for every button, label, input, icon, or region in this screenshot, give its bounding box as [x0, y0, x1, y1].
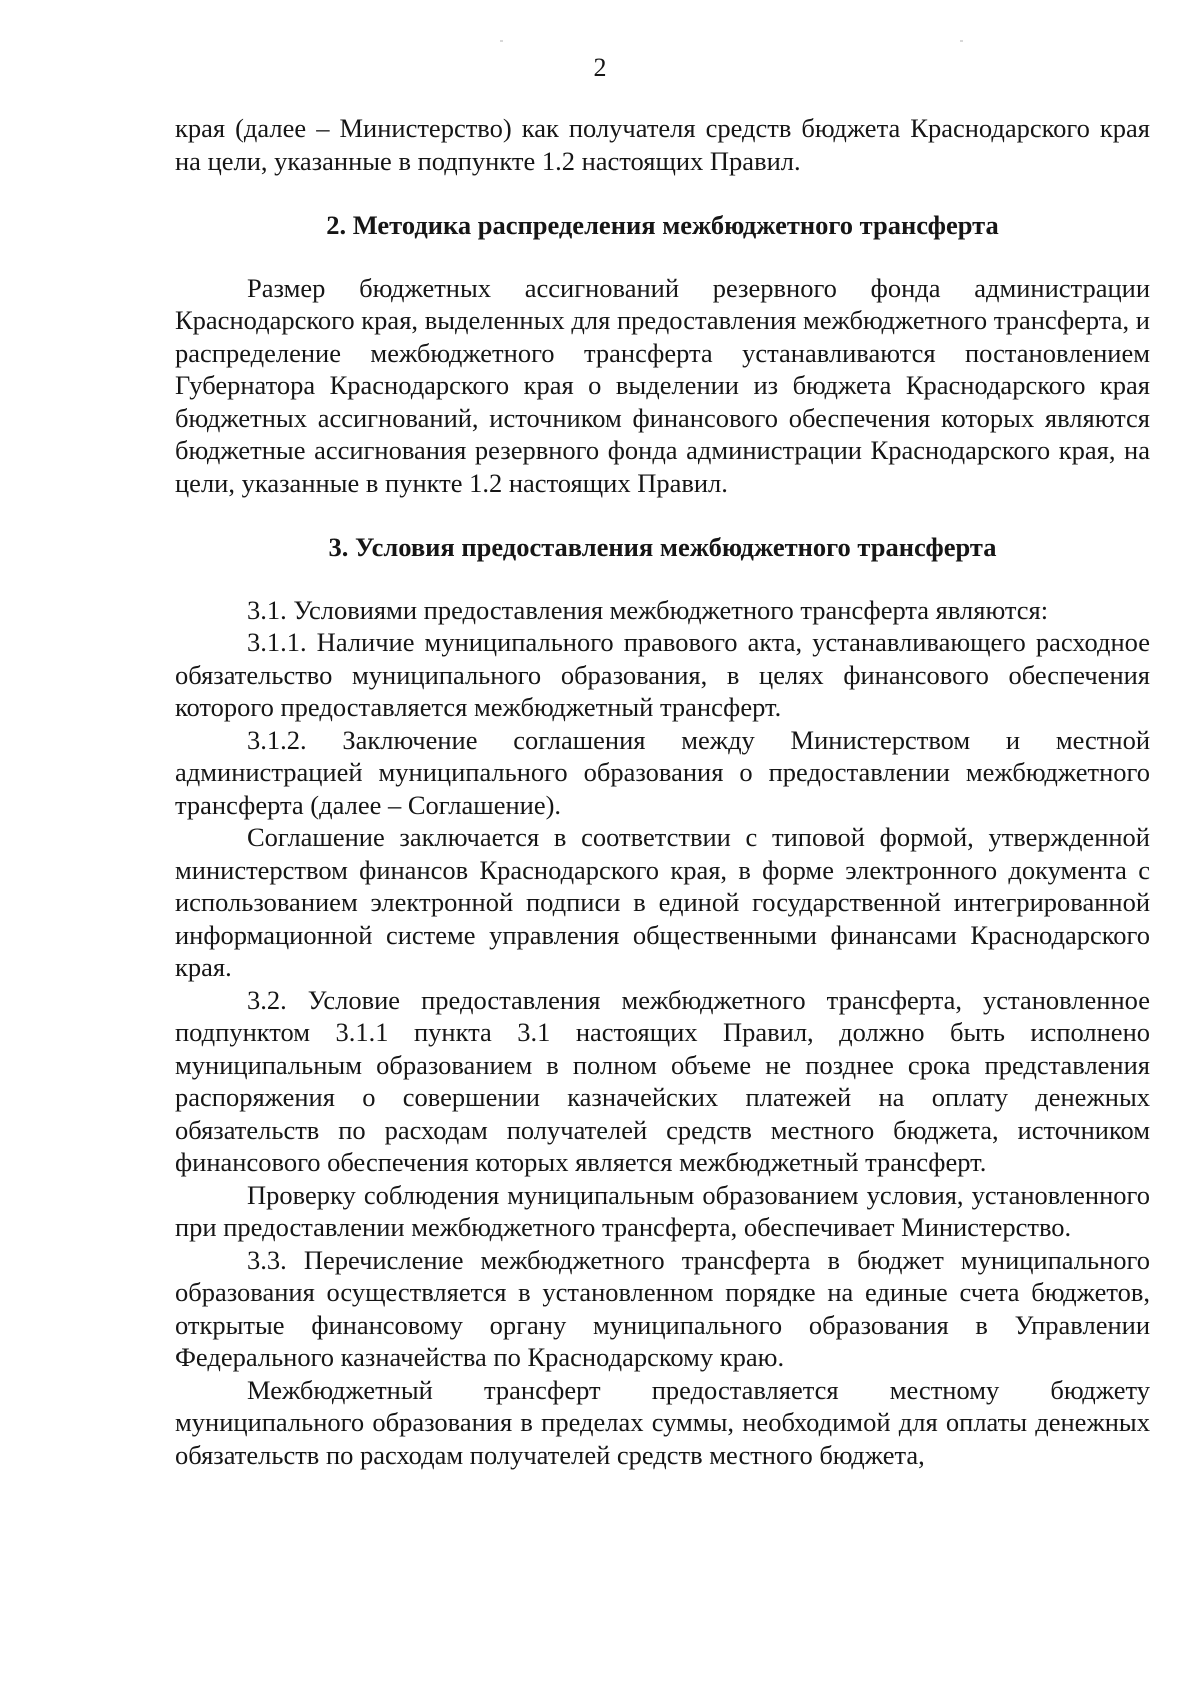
paragraph: 3.2. Условие предоставления межбюджетного трансферта, установленное подпунктом 3.1.1 пункта 3.1 настоящих Правил, должно быть исполнено муниципальным образованием в полном объеме не позднее срока представления распоряжения о совершении казначейских платежей на оплату денежных обязательств по расходам получателей средств местного бюджета, источником финансового обеспечения которых является межбюджетный трансферт.: [175, 984, 1150, 1177]
section-heading-3: 3. Условия предоставления межбюджетного трансферта: [328, 532, 997, 562]
paragraph: 3.1.2. Заключение соглашения между Министерством и местной администрацией муниципального образования о предоставлении межбюджетного трансферта (далее – Соглашение).: [175, 724, 1150, 820]
page-number: 2: [593, 53, 607, 82]
paragraph: Размер бюджетных ассигнований резервного фонда администрации Краснодарского края, выделенных для предоставления межбюджетного трансферта, и распределение межбюджетного трансферта устанавливаются постановлением Губернатора Краснодарского края о выделении из бюджета Краснодарского края бюджетных ассигнований, источником финансового обеспечения которых являются бюджетные ассигнования резервного фонда администрации Краснодарского края, на цели, указанные в пункте 1.2 настоящих Правил.: [175, 272, 1150, 498]
paragraph: 3.3. Перечисление межбюджетного трансферта в бюджет муниципального образования осуществляется в установленном порядке на единые счета бюджетов, открытые финансовому органу муниципального образования в Управлении Федерального казначейства по Краснодарскому краю.: [175, 1244, 1150, 1372]
paragraph: Межбюджетный трансферт предоставляется местному бюджету муниципального образования в пределах суммы, необходимой для оплаты денежных обязательств по расходам получателей средств местного бюджета,: [175, 1374, 1150, 1470]
document-body: [175, 112, 1150, 1471]
scan-artifact: [960, 40, 963, 42]
paragraph-continuation: края (далее – Министерство) как получателя средств бюджета Краснодарского края на цели, указанные в подпункте 1.2 настоящих Правил.: [175, 113, 1150, 176]
section-heading-2: 2. Методика распределения межбюджетного трансферта: [326, 210, 999, 240]
scan-artifact: [500, 40, 503, 42]
paragraph: 3.1. Условиями предоставления межбюджетного трансферта являются:: [247, 594, 1049, 625]
paragraph: Проверку соблюдения муниципальным образованием условия, установленного при предоставлении межбюджетного трансферта, обеспечивает Министерство.: [175, 1179, 1150, 1242]
paragraph: 3.1.1. Наличие муниципального правового акта, устанавливающего расходное обязательство муниципального образования, в целях финансового обеспечения которого предоставляется межбюджетный трансферт.: [175, 627, 1150, 722]
paragraph: Соглашение заключается в соответствии с типовой формой, утвержденной министерством финансов Краснодарского края, в форме электронного документа с использованием электронной подписи в единой государственной интегрированной информационной системе управления общественными финансами Краснодарского края.: [175, 822, 1150, 982]
